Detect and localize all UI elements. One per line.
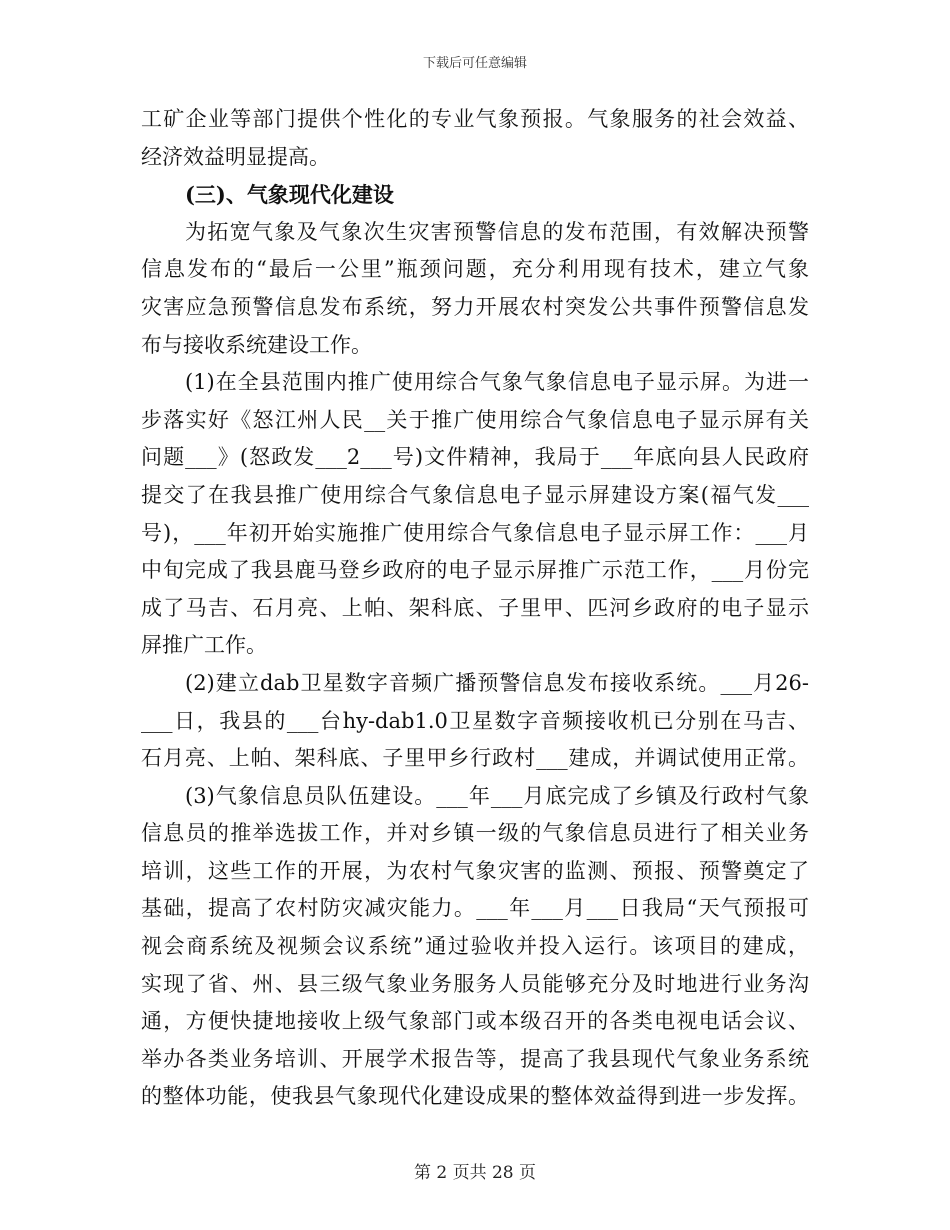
text-line: ___日，我县的___台hy-dab1.0卫星数字音频接收机已分别在马吉、 — [141, 708, 809, 733]
section-heading: (三)、气象现代化建设 — [185, 182, 394, 208]
page-footer: 第 2 页共 28 页 — [413, 1163, 537, 1183]
text-line: 举办各类业务培训、开展学术报告等，提高了我县现代气象业务系统 — [141, 1046, 809, 1071]
text-line: 布与接收系统建设工作。 — [141, 332, 372, 357]
text-line: 问题___》(怒政发___2___号)文件精神，我局于___年底向县人民政府 — [141, 445, 809, 470]
text-line: 培训，这些工作的开展，为农村气象灾害的监测、预报、预警奠定了 — [141, 858, 809, 883]
text-line: (2)建立dab卫星数字音频广播预警信息发布接收系统。___月26- — [185, 670, 809, 695]
text-line: 成了马吉、石月亮、上帕、架科底、子里甲、匹河乡政府的电子显示 — [141, 595, 809, 620]
text-line: 石月亮、上帕、架科底、子里甲乡行政村___建成，并调试使用正常。 — [141, 746, 809, 771]
text-line: 通，方便快捷地接收上级气象部门或本级召开的各类电视电话会议、 — [141, 1009, 809, 1034]
text-line: (3)气象信息员队伍建设。___年___月底完成了乡镇及行政村气象 — [185, 783, 809, 808]
text-line: 屏推广工作。 — [141, 633, 267, 658]
text-line: 工矿企业等部门提供个性化的专业气象预报。气象服务的社会效益、 — [141, 107, 809, 131]
text-line: 的整体功能，使我县气象现代化建设成果的整体效益得到进一步发挥。 — [141, 1084, 809, 1109]
text-line: 提交了在我县推广使用综合气象信息电子显示屏建设方案(福气发___ — [141, 482, 809, 507]
text-line: 中旬完成了我县鹿马登乡政府的电子显示屏推广示范工作，___月份完 — [141, 558, 809, 583]
text-line: 实现了省、州、县三级气象业务服务人员能够充分及时地进行业务沟 — [141, 971, 809, 996]
document-body — [141, 101, 809, 1116]
text-line: 号)，___年初开始实施推广使用综合气象信息电子显示屏工作：___月 — [141, 520, 809, 545]
page-header: 下载后可任意编辑 — [422, 56, 527, 71]
text-line: 信息发布的“最后一公里”瓶颈问题，充分利用现有技术，建立气象 — [141, 257, 809, 282]
text-line: 步落实好《怒江州人民__关于推广使用综合气象信息电子显示屏有关 — [141, 407, 809, 432]
text-line: 灾害应急预警信息发布系统，努力开展农村突发公共事件预警信息发 — [141, 294, 809, 319]
text-line: 经济效益明显提高。 — [141, 144, 330, 169]
text-line: (1)在全县范围内推广使用综合气象气象信息电子显示屏。为进一 — [185, 370, 809, 395]
text-line: 视会商系统及视频会议系统”通过验收并投入运行。该项目的建成， — [141, 934, 809, 959]
text-line: 为拓宽气象及气象次生灾害预警信息的发布范围，有效解决预警 — [185, 219, 809, 244]
text-line: 信息员的推举选拔工作，并对乡镇一级的气象信息员进行了相关业务 — [141, 821, 809, 846]
text-line: 基础，提高了农村防灾减灾能力。___年___月___日我局“天气预报可 — [141, 896, 809, 921]
